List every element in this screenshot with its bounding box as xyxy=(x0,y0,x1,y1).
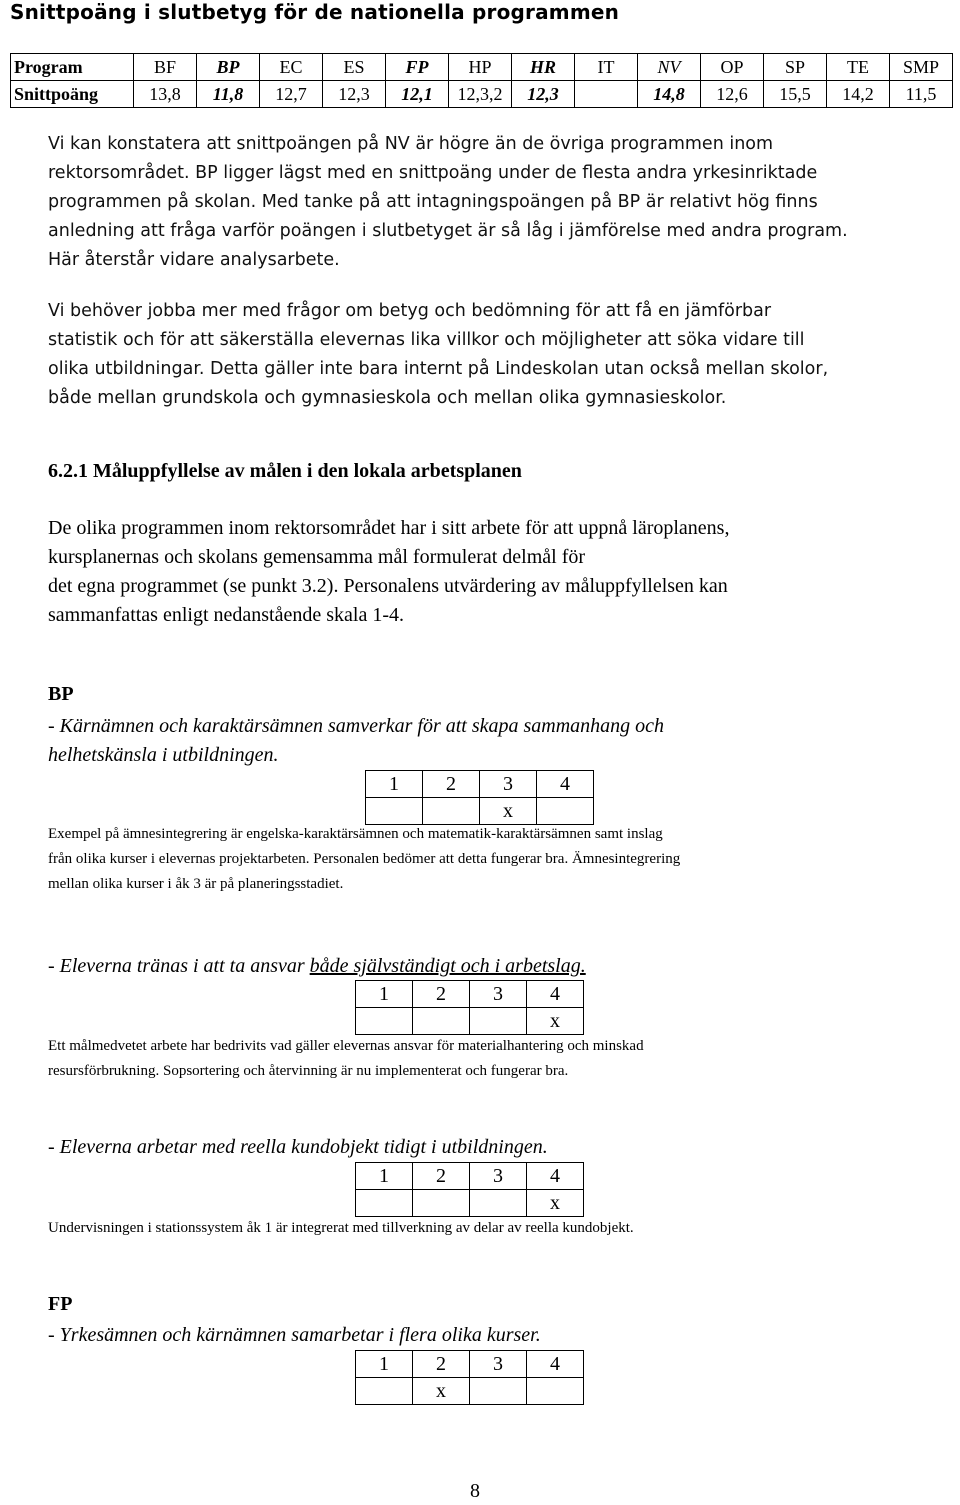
table-cell: 11,8 xyxy=(197,81,260,108)
table-header-row xyxy=(11,54,953,81)
scale-label: 3 xyxy=(470,1163,527,1190)
table-header-cell: BP xyxy=(197,54,260,81)
scale-mark xyxy=(423,798,480,825)
paragraph-line: anledning att fråga varför poängen i slutbetyget är så låg i jämförelse med andra program. xyxy=(48,221,848,241)
program-heading-bp: BP xyxy=(48,683,74,705)
scale-mark: x xyxy=(527,1190,584,1217)
paragraph-line: Vi kan konstatera att snittpoängen på NV är högre än de övriga programmen inom xyxy=(48,134,774,154)
table-header-cell: HP xyxy=(449,54,512,81)
scale-mark xyxy=(356,1190,413,1217)
program-heading-fp: FP xyxy=(48,1293,73,1315)
goal-comment xyxy=(48,1034,644,1084)
paragraph-line: De olika programmen inom rektorsområdet har i sitt arbete för att uppnå läroplanens, xyxy=(48,517,730,539)
goal-text xyxy=(48,712,664,770)
scale-label: 3 xyxy=(470,1351,527,1378)
table-cell xyxy=(575,81,638,108)
goal-comment xyxy=(48,822,680,897)
scale-mark xyxy=(527,1378,584,1405)
table-cell: 11,5 xyxy=(890,81,953,108)
document-title: Snittpoäng i slutbetyg för de nationella programmen xyxy=(10,0,620,24)
comment-line: Exempel på ämnesintegrering är engelska-karaktärsämnen och matematik-karaktärsämnen samt inslag xyxy=(48,826,663,842)
table-cell: 12,3,2 xyxy=(449,81,512,108)
table-cell: 12,3 xyxy=(323,81,386,108)
scale-label: 2 xyxy=(413,1351,470,1378)
table-cell: 12,7 xyxy=(260,81,323,108)
table-header-cell: SP xyxy=(764,54,827,81)
goal-line: - Yrkesämnen och kärnämnen samarbetar i flera olika kurser. xyxy=(48,1324,541,1346)
table-cell: 12,3 xyxy=(512,81,575,108)
goal-line-underlined: både självständigt och i arbetslag. xyxy=(309,955,586,977)
grades-table xyxy=(10,53,953,108)
scale-mark xyxy=(470,1190,527,1217)
table-header-cell: NV xyxy=(638,54,701,81)
table-cell: 12,1 xyxy=(386,81,449,108)
scale-mark xyxy=(470,1008,527,1035)
scale-label: 1 xyxy=(356,1163,413,1190)
rating-scale-table xyxy=(355,980,584,1035)
table-cell: 14,8 xyxy=(638,81,701,108)
scale-label: 3 xyxy=(470,981,527,1008)
scale-mark xyxy=(356,1378,413,1405)
rating-scale-table xyxy=(355,1350,584,1405)
comment-line: mellan olika kurser i åk 3 är på planeringsstadiet. xyxy=(48,876,344,892)
table-header-cell: FP xyxy=(386,54,449,81)
scale-label: 2 xyxy=(413,981,470,1008)
comment-line: från olika kurser i elevernas projektarbeten. Personalen bedömer att detta fungerar bra. Ämnesintegrering xyxy=(48,851,681,867)
scale-label: 2 xyxy=(423,771,480,798)
scale-mark xyxy=(413,1008,470,1035)
goal-line: helhetskänsla i utbildningen. xyxy=(48,744,279,766)
scale-label: 2 xyxy=(413,1163,470,1190)
comment-line: Ett målmedvetet arbete har bedrivits vad gäller elevernas ansvar för materialhantering och minskad xyxy=(48,1038,644,1054)
scale-mark xyxy=(537,798,594,825)
table-row-label: Snittpoäng xyxy=(11,81,134,108)
scale-mark xyxy=(470,1378,527,1405)
comment-line: resursförbrukning. Sopsortering och återvinning är nu implementerat och fungerar bra. xyxy=(48,1063,569,1079)
paragraph-line: statistik och för att säkerställa elevernas lika villkor och möjligheter att söka vidare till xyxy=(48,330,805,350)
table-header-cell: BF xyxy=(134,54,197,81)
paragraph-line: kursplanernas och skolans gemensamma mål formulerat delmål för xyxy=(48,546,586,568)
paragraph-line: programmen på skolan. Med tanke på att intagningspoängen på BP är relativt hög finns xyxy=(48,192,818,212)
paragraph-line: det egna programmet (se punkt 3.2). Personalens utvärdering av måluppfyllelsen kan xyxy=(48,575,728,597)
goal-line: - Eleverna tränas i att ta ansvar xyxy=(48,955,310,977)
scale-mark xyxy=(366,798,423,825)
rating-scale-table xyxy=(355,1162,584,1217)
scale-mark xyxy=(356,1008,413,1035)
table-header-cell: HR xyxy=(512,54,575,81)
goal-text xyxy=(48,1133,548,1162)
table-header-label: Program xyxy=(11,54,134,81)
table-header-cell: EC xyxy=(260,54,323,81)
scale-label: 1 xyxy=(366,771,423,798)
goal-line: - Kärnämnen och karaktärsämnen samverkar för att skapa sammanhang och xyxy=(48,715,665,737)
goal-line: - Eleverna arbetar med reella kundobjekt tidigt i utbildningen. xyxy=(48,1136,548,1158)
table-row xyxy=(11,81,953,108)
goal-comment xyxy=(48,1216,634,1241)
paragraph-line: sammanfattas enligt nedanstående skala 1-4. xyxy=(48,604,404,626)
table-cell: 15,5 xyxy=(764,81,827,108)
rating-scale-table xyxy=(365,770,594,825)
table-cell: 13,8 xyxy=(134,81,197,108)
table-header-cell: TE xyxy=(827,54,890,81)
paragraph-line: Vi behöver jobba mer med frågor om betyg och bedömning för att få en jämförbar xyxy=(48,301,772,321)
paragraph-grading xyxy=(48,297,948,413)
paragraph-line: olika utbildningar. Detta gäller inte bara internt på Lindeskolan utan också mellan skolor, xyxy=(48,359,829,379)
section-heading: 6.2.1 Måluppfyllelse av målen i den lokala arbetsplanen xyxy=(48,460,522,482)
paragraph-line: både mellan grundskola och gymnasieskola och mellan olika gymnasieskolor. xyxy=(48,388,727,408)
scale-label: 1 xyxy=(356,1351,413,1378)
scale-label: 4 xyxy=(527,981,584,1008)
paragraph-line: rektorsområdet. BP ligger lägst med en snittpoäng under de flesta andra yrkesinriktade xyxy=(48,163,818,183)
page-number: 8 xyxy=(470,1480,480,1502)
scale-mark: x xyxy=(527,1008,584,1035)
table-header-cell: ES xyxy=(323,54,386,81)
scale-label: 4 xyxy=(527,1351,584,1378)
scale-label: 1 xyxy=(356,981,413,1008)
table-header-cell: SMP xyxy=(890,54,953,81)
goal-text xyxy=(48,952,586,981)
scale-mark xyxy=(413,1190,470,1217)
table-header-cell: IT xyxy=(575,54,638,81)
goal-text xyxy=(48,1321,541,1350)
paragraph-analysis xyxy=(48,130,948,275)
table-header-cell: OP xyxy=(701,54,764,81)
scale-label: 3 xyxy=(480,771,537,798)
paragraph-line: Här återstår vidare analysarbete. xyxy=(48,250,340,270)
scale-mark: x xyxy=(413,1378,470,1405)
scale-label: 4 xyxy=(537,771,594,798)
table-cell: 14,2 xyxy=(827,81,890,108)
table-cell: 12,6 xyxy=(701,81,764,108)
paragraph-goals xyxy=(48,514,729,630)
comment-line: Undervisningen i stationssystem åk 1 är integrerat med tillverkning av delar av reella kundobjekt. xyxy=(48,1220,634,1236)
scale-label: 4 xyxy=(527,1163,584,1190)
scale-mark: x xyxy=(480,798,537,825)
